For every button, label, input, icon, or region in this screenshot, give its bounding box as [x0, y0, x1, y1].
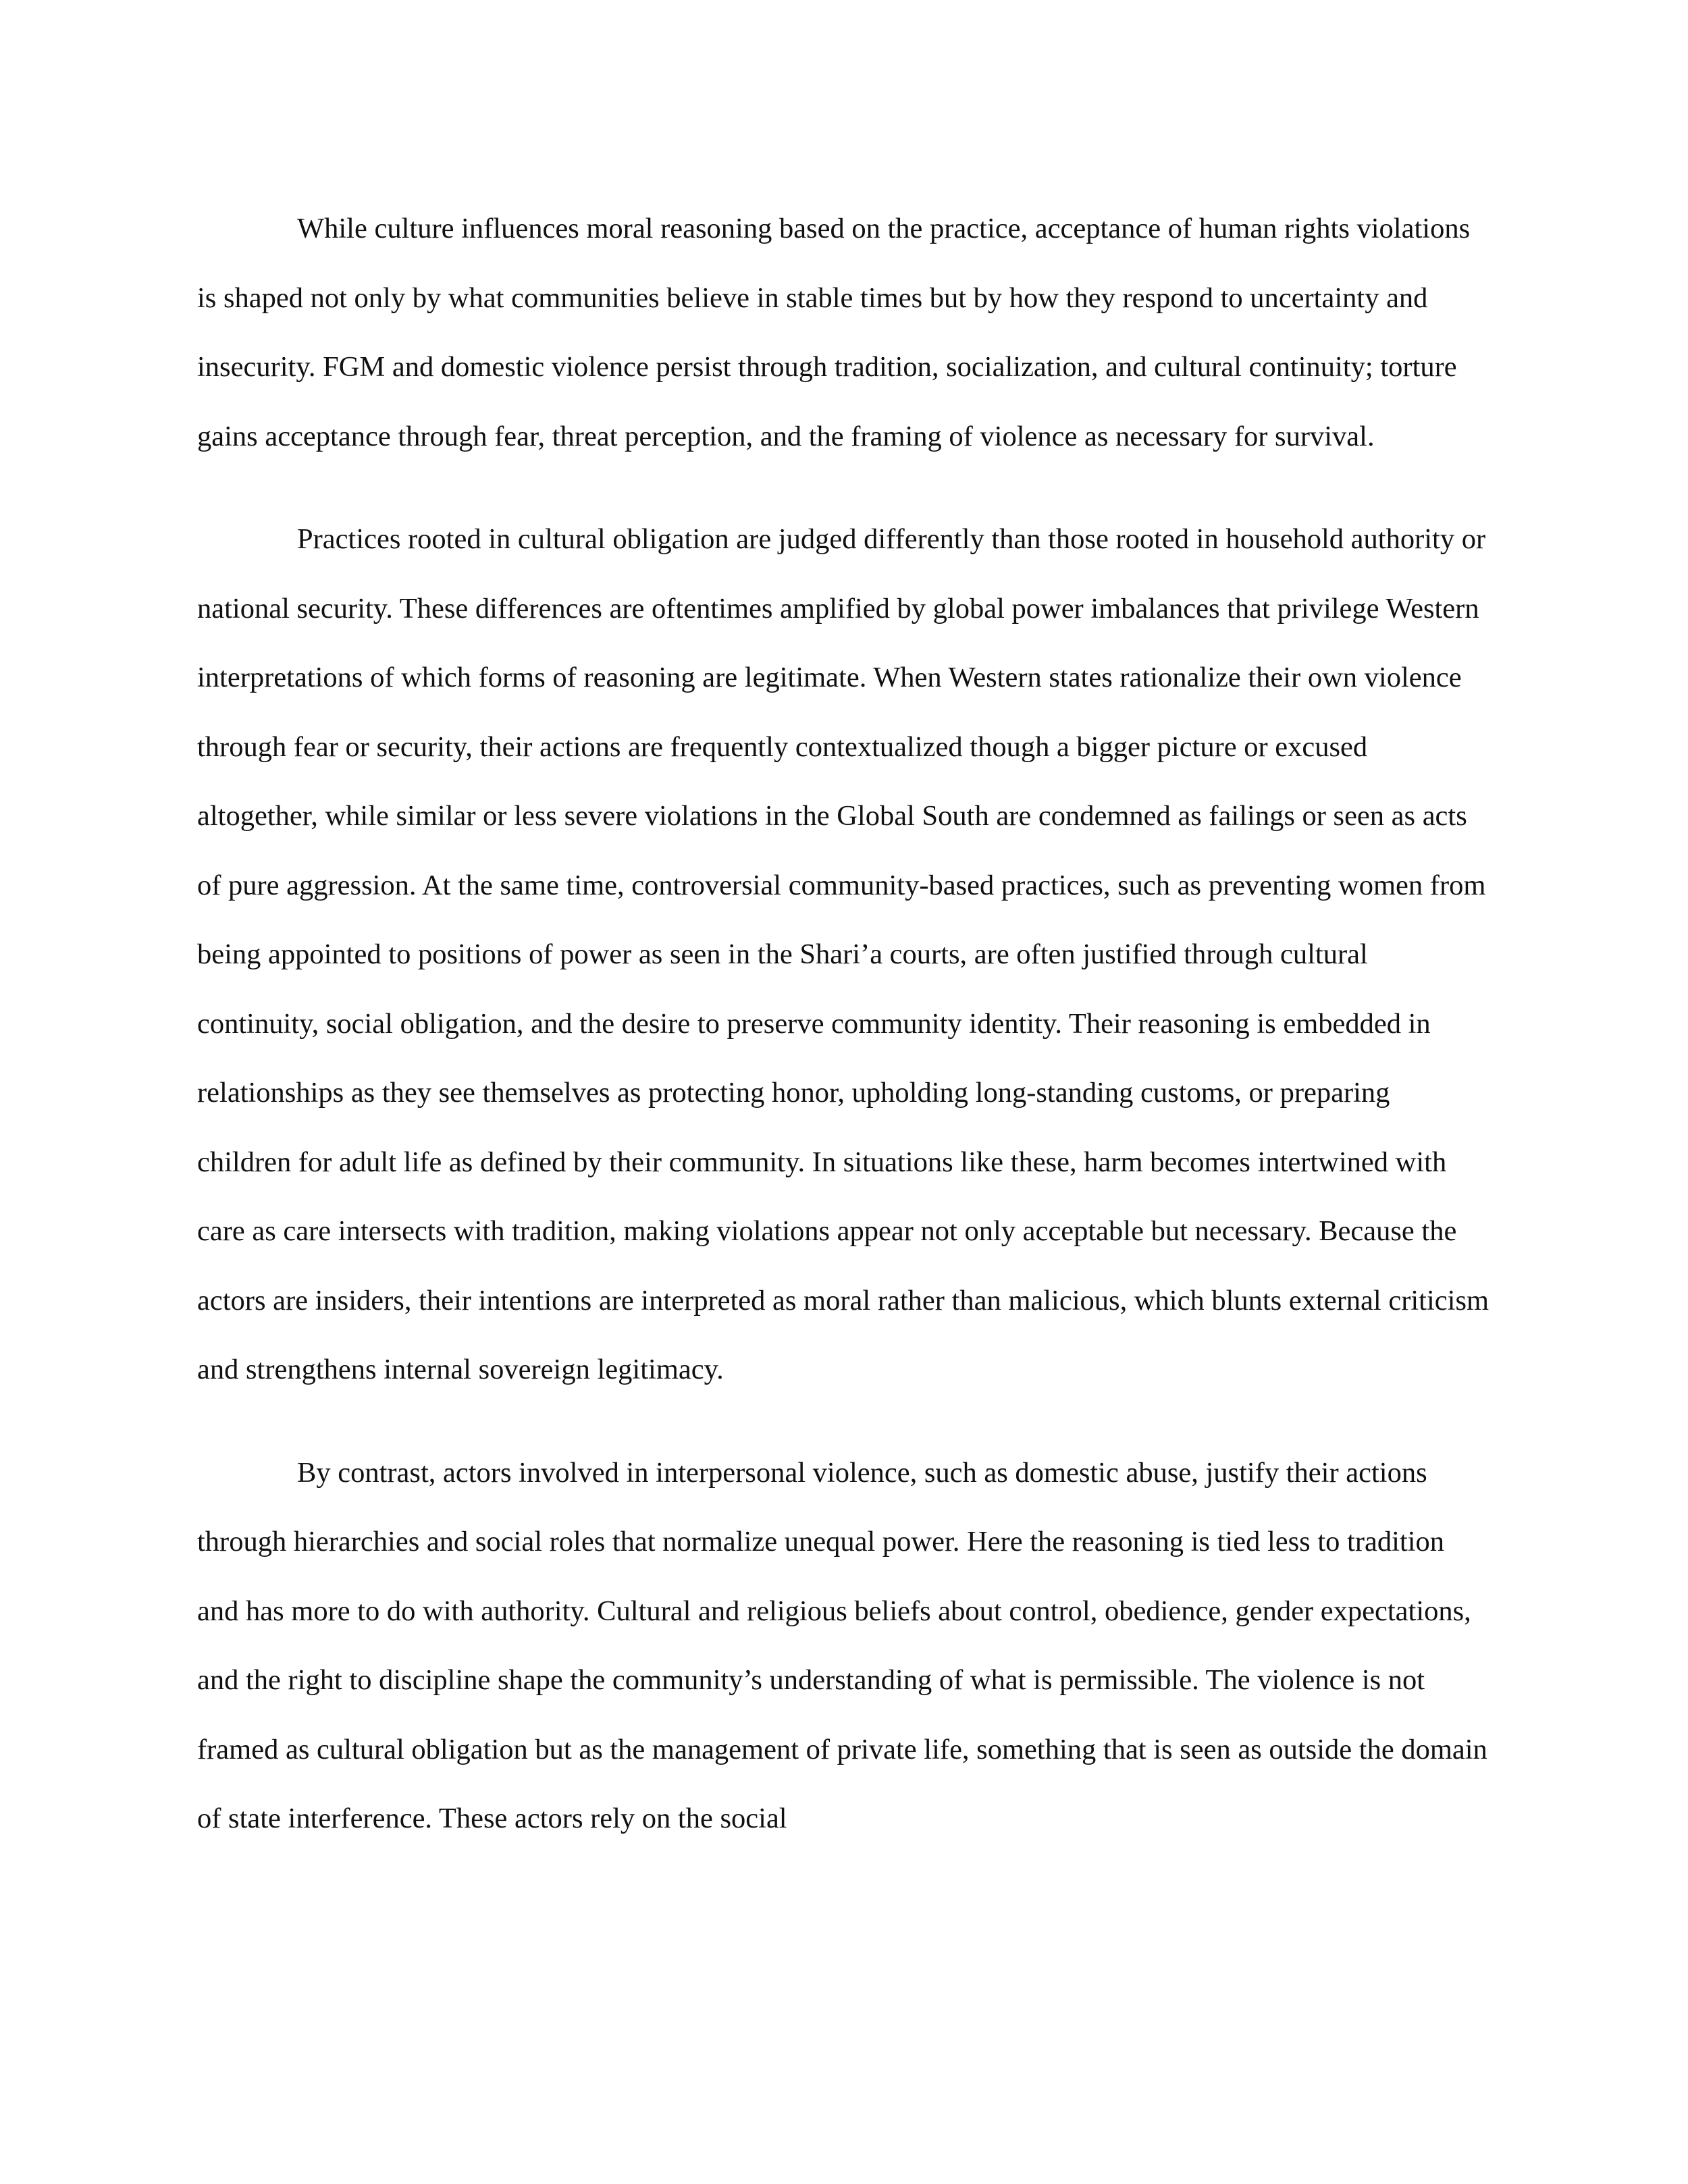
paragraph-1: While culture influences moral reasoning based on the practice, acceptance of human rights violations is shaped not only by what communities believe in stable times but by how they respond to uncertainty and insecurity. FGM and domestic violence persist through tradition, socialization, and cultural continuity; torture gains acceptance through fear, threat perception, and the framing of violence as necessary for survival.	[197, 213, 1471, 452]
body-text	[197, 194, 1491, 1854]
paragraph-2: Practices rooted in cultural obligation are judged differently than those rooted in household authority or national security. These differences are oftentimes amplified by global power imbalances that privilege Western interpretations of which forms of reasoning are legitimate. When Western states rationalize their own violence through fear or security, their actions are frequently contextualized though a bigger picture or excused altogether, while similar or less severe violations in the Global South are condemned as failings or seen as acts of pure aggression. At the same time, controversial community-based practices, such as preventing women from being appointed to positions of power as seen in the Shari’a courts, are often justified through cultural continuity, social obligation, and the desire to preserve community identity. Their reasoning is embedded in relationships as they see themselves as protecting honor, upholding long-standing customs, or preparing children for adult life as defined by their community. In situations like these, harm becomes intertwined with care as care intersects with tradition, making violations appear not only acceptable but necessary. Because the actors are insiders, their intentions are interpreted as moral rather than malicious, which blunts external criticism and strengthens internal sovereign legitimacy.	[197, 523, 1489, 1385]
paragraph-3: By contrast, actors involved in interpersonal violence, such as domestic abuse, justify their actions through hierarchies and social roles that normalize unequal power. Here the reasoning is tied less to tradition and has more to do with authority. Cultural and religious beliefs about control, obedience, gender expectations, and the right to discipline shape the community’s understanding of what is permissible. The violence is not framed as cultural obligation but as the management of private life, something that is seen as outside the domain of state interference. These actors rely on the social	[197, 1456, 1487, 1834]
